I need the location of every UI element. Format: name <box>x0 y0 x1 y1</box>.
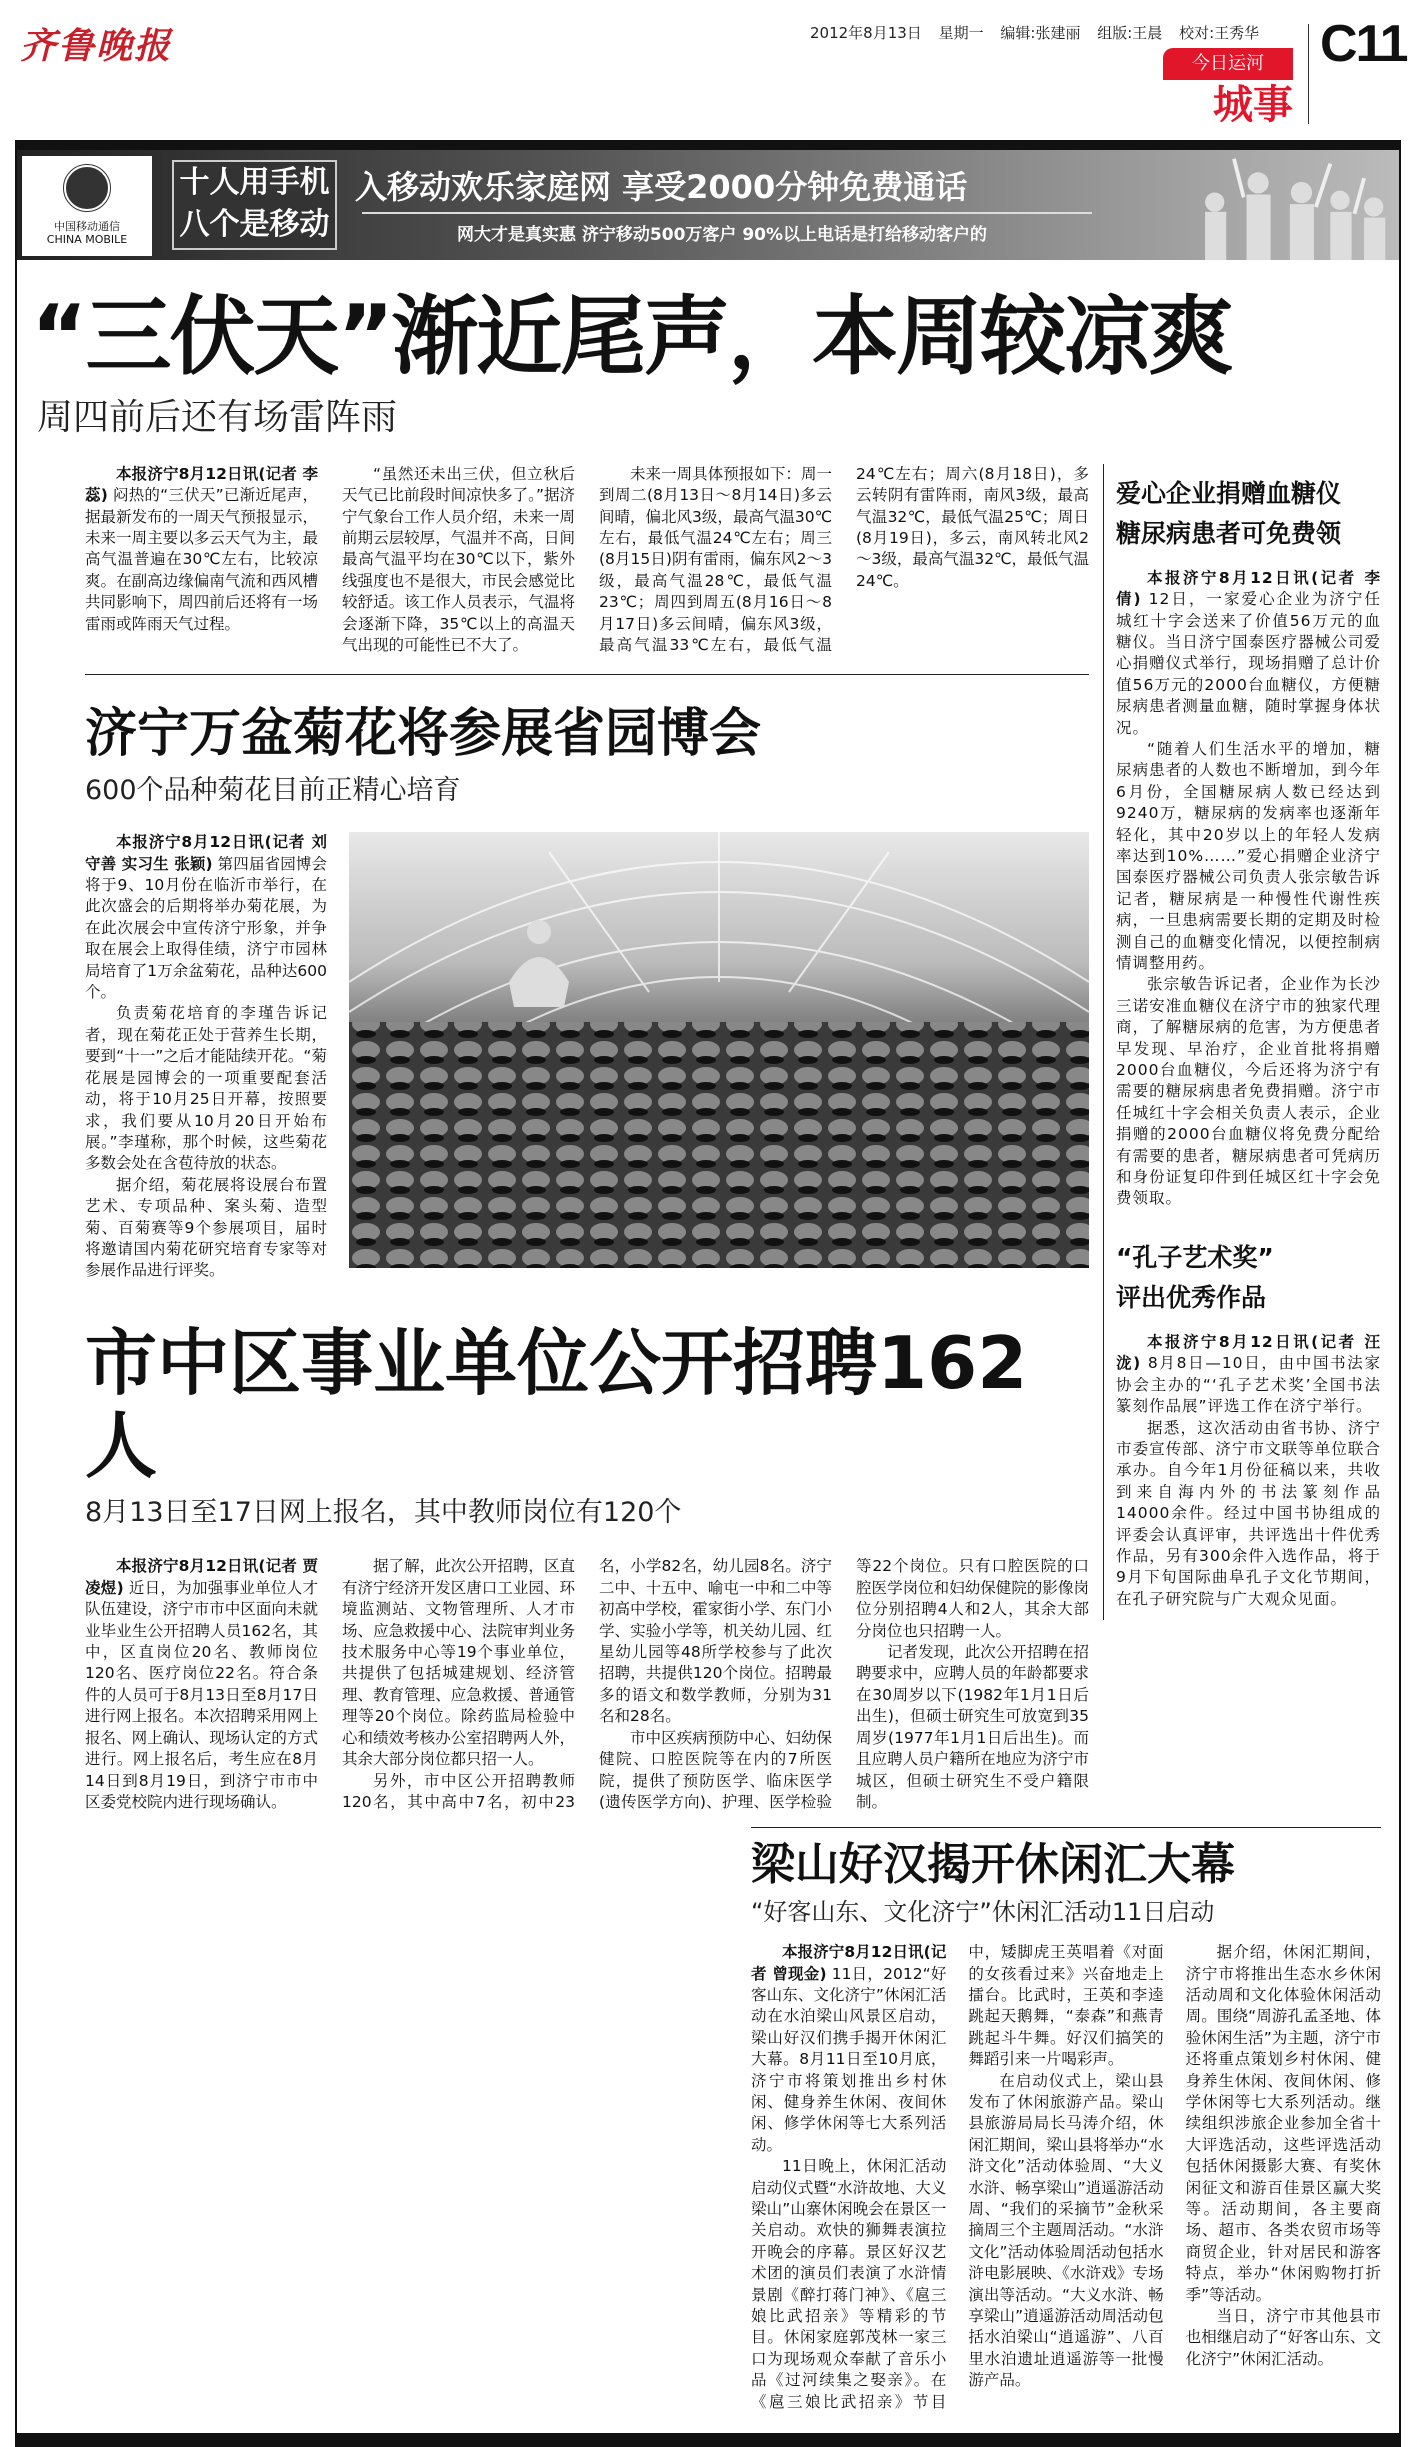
sidebar1-headline-line-1: 爱心企业捐赠血糖仪 <box>1116 478 1342 508</box>
article3-paragraph: 记者发现，此次公开招聘在招聘要求中，应聘人员的年龄都要求在30周岁以下(1982年1月1日后出生)，但硕士研究生可放宽到35周岁(1977年1月1日后出生)。而且应聘人员户籍所在地应为济宁市城区，但硕士研究生不受户籍限制。 <box>856 1643 1089 1811</box>
page-meta <box>810 22 1300 43</box>
main-column <box>31 464 1103 1814</box>
page-number: C11 <box>1320 15 1407 73</box>
china-mobile-ad-banner <box>17 142 1399 260</box>
china-mobile-logo <box>22 156 152 256</box>
china-mobile-logo-icon <box>61 162 113 214</box>
layout-editor: 组版:王晨 <box>1097 24 1163 42</box>
article4-paragraph: 在启动仪式上，梁山县发布了休闲旅游产品。梁山县旅游局局长马涛介绍，休闲汇期间，梁山县将举办“水浒文化”活动体验周、“大义水浒、畅享梁山”逍遥游活动周、“我们的采摘节”金秋采摘周三个主题周活动。“水浒文化”活动体验周活动包括水浒电影展映、《水浒戏》专场演出等活动。“大义水浒、畅享梁山”逍遥游活动周活动包括水泊梁山“逍遥游”、八百里水泊遗址逍遥游等一批慢游产品。 <box>968 2071 1164 2390</box>
sidebar2-headline-line-1: “孔子艺术奖” <box>1116 1242 1274 1272</box>
sidebar2-paragraph: 据悉，这次活动由省书协、济宁市委宣传部、济宁市文联等单位联合承办。自今年1月份征稿以来，共收到来自海内外的书法篆刻作品14000余件。经过中国书协组成的评委会认真评审，共评选出十件优秀作品，另有300余件入选作品，将于9月下旬国际曲阜孔子文化节期间，在孔子研究院与广大观众见面。 <box>1116 1418 1381 1608</box>
article2-paragraph: 据介绍，菊花展将设展台布置艺术、专项品种、案头菊、造型菊、百菊赛等9个参展项目，届时将邀请国内菊花研究培育专家等对参展作品进行评奖。 <box>85 1175 327 1280</box>
ad-sub-text: 网大才是真实惠 济宁移动500万客户 90%以上电话是打给移动客户的 <box>457 225 988 245</box>
sidebar1-lede: 本报济宁8月12日讯(记者 李倩) <box>1116 568 1381 609</box>
article4-headline: 梁山好汉揭开休闲汇大幕 <box>751 1839 1235 1891</box>
sidebar1-body <box>1116 568 1381 1210</box>
article3-paragraph: 据了解，此次公开招聘，区直有济宁经济开发区唐口工业园、环境监测站、文物管理所、人才市场、应急救援中心、法院审判业务技术服务中心等19个事业单位，共提供了包括城建规划、经济管理、教育管理、应急救援、普通管理等20个岗位。除药监局检验中心和绩效考核办公室招聘两人外，其余大部分岗位都只招一人。 <box>342 1557 575 1769</box>
article1-headline: “三伏天”渐近尾声，本周较凉爽 <box>31 287 1233 387</box>
article2-row <box>85 832 1089 1282</box>
newspaper-masthead-logo: 齐鲁晚报 <box>20 25 173 67</box>
article2-paragraph: 负责菊花培育的李瑾告诉记者，现在菊花正处于营养生长期，要到“十一”之后才能陆续开花。“菊花展是园博会的一项重要配套活动，将于10月25日开幕，按照要求，我们要从10月20日开始布展。”李瑾称，那个时候，这些菊花多数会处在含苞待放的状态。 <box>85 1004 327 1173</box>
section-tab: 今日运河 <box>1163 48 1293 80</box>
sidebar2-paragraph: 8月8日—10日，由中国书法家协会主办的“‘孔子艺术奖’全国书法篆刻作品展”评选工作在济宁举行。 <box>1116 1354 1381 1416</box>
article4-body <box>751 1942 1381 2413</box>
ad-slogan-line-1: 十人用手机 <box>179 165 330 200</box>
sidebar2-body <box>1116 1332 1381 1610</box>
article2-lede: 本报济宁8月12日讯(记者 刘守善 实习生 张颖) <box>85 833 327 873</box>
article4-paragraph: 11日，2012“好客山东、文化济宁”休闲汇活动在水泊梁山风景区启动，梁山好汉们携手揭开休闲汇大幕。8月11日至10月底，济宁市将策划推出乡村休闲、健身养生休闲、夜间休闲、修学休闲等七大系列活动。 <box>751 1964 947 2154</box>
sidebar1-paragraph: “随着人们生活水平的增加，糖尿病患者的人数也不断增加，到今年6月份，全国糖尿病人数已经达到9240万，糖尿病的发病率也逐渐年轻化，其中20岁以上的年轻人发病率达到10%……”爱心捐赠企业济宁国泰医疗器械公司负责人张宗敏告诉记者，糖尿病是一种慢性代谢性疾病，一旦患病需要长期的定期及时检测自己的血糖变化情况，以便控制病情调整用药。 <box>1116 739 1381 972</box>
article1-lede: 本报济宁8月12日讯(记者 李蕊) <box>85 464 318 505</box>
article3-lede: 本报济宁8月12日讯(记者 贾凌煜) <box>85 1557 318 1597</box>
sidebar1-headline <box>1116 474 1381 554</box>
article2-body <box>85 832 327 1282</box>
article2-subhead: 600个品种菊花目前正精心培育 <box>85 775 461 807</box>
article2-headline: 济宁万盆菊花将参展省园博会 <box>85 704 762 765</box>
article3-body <box>85 1556 1089 1813</box>
chrysanthemum-greenhouse-photo <box>349 832 1089 1268</box>
brand-en: CHINA MOBILE <box>46 233 128 246</box>
article4-paragraph: 当日，济宁市其他县市也相继启动了“好客山东、文化济宁”休闲汇活动。 <box>1185 2307 1381 2368</box>
divider <box>85 674 1089 675</box>
sidebar1-paragraph: 12日，一家爱心企业为济宁任城红十字会送来了价值56万元的血糖仪。当日济宁国泰医疗器械公司爱心捐赠仪式举行，现场捐赠了总计价值56万元的2000台血糖仪，方便糖尿病患者测量血糖，随时掌握身体状况。 <box>1116 590 1381 737</box>
ad-rule <box>362 212 1092 214</box>
weekday: 星期一 <box>938 24 984 42</box>
article1-paragraph: 未来一周具体预报如下：周一到周二(8月13日～8月14日)多云间晴，偏北风3级，最高气温30℃左右，最低气温24℃左右；周三(8月15日)阴有雷雨，偏东风2～3级，最高气温28℃，最低气温23℃；周四到周五(8月16日～8月17日)多云间晴，偏东风3级，最高气温33℃左右，最低气温24℃左右；周六(8月18日)，多云转阴有雷阵雨，南风3级，最高气温32℃，最低气温25℃；周日(8月19日)，多云，南风转北风2～3级，最高气温32℃，最低气温24℃。 <box>599 464 1089 654</box>
article3-paragraph: 另外，市中区公开招聘教师120名，其中高中7名，初中23名，小学82名，幼儿园8名。济宁二中、十五中、喻屯一中和二中等初高中学校，霍家街小学、东门小学、实验小学等，机关幼儿园、红星幼儿园等48所学校参与了此次招聘，共提供120个岗位。招聘最多的语文和数学教师，分别为31名和28名。 <box>342 1557 832 1811</box>
sidebar1-paragraph: 张宗敏告诉记者，企业作为长沙三诺安准血糖仪在济宁市的独家代理商，了解糖尿病的危害，为方便患者早发现、早治疗，企业首批将捐赠2000台血糖仪，今后还将为济宁有需要的糖尿病患者免费捐赠。济宁市任城红十字会相关负责人表示，企业捐赠的2000台血糖仪将免费分配给有需要的患者，糖尿病患者可凭病历和身份证复印件到任城区红十字会免费领取。 <box>1116 975 1381 1208</box>
page-frame <box>15 140 1401 2447</box>
article2-paragraph: 第四届省园博会将于9、10月份在临沂市举行，在此次盛会的后期将举办菊花展，为在此次展会中宣传济宁形象，并争取在展会上取得佳绩，济宁市园林局培育了1万余盆菊花，品种达600个。 <box>85 854 327 1002</box>
issue-date: 2012年8月13日 <box>810 24 922 42</box>
sidebar2-headline-line-2: 评出优秀作品 <box>1116 1282 1267 1312</box>
right-sidebar <box>1103 464 1381 1620</box>
article3-subhead: 8月13日至17日网上报名，其中教师岗位有120个 <box>85 1497 682 1529</box>
article1-body <box>85 464 1089 657</box>
article4-lede: 本报济宁8月12日讯(记者 曾现金) <box>751 1943 947 1983</box>
sidebar2-headline <box>1116 1238 1381 1318</box>
sidebar1-headline-line-2: 糖尿病患者可免费领 <box>1116 518 1342 548</box>
section-name: 城事 <box>1213 82 1293 128</box>
article3-paragraph: 近日，为加强事业单位人才队伍建设，济宁市市中区面向未就业毕业生公开招聘人员162名，其中，区直岗位20名、教师岗位120名、医疗岗位22名。符合条件的人员可于8月13日至8月17日进行网上报名。本次招聘采用网上报名、网上确认、现场认定的方式进行。网上报名后，考生应在8月14日到8月19日，到济宁市市中区委党校院内进行现场确认。 <box>85 1578 318 1811</box>
page-content <box>17 260 1399 2433</box>
sidebar2-lede: 本报济宁8月12日讯(记者 汪泷) <box>1116 1332 1381 1373</box>
divider <box>751 1827 1381 1828</box>
article4-paragraph: 11日晚上，休闲汇活动启动仪式暨“水浒故地、大义梁山”山寨休闲晚会在景区一关启动。欢快的狮舞表演拉开晚会的序幕。景区好汉艺术团的演员们表演了水浒情景剧《醉打蒋门神》、《扈三娘比武招亲》等精彩的节目。休闲家庭郭茂林一家三口为现场观众奉献了音乐小品《过河续集之娶亲》。在《扈三娘比武招亲》节目中，矮脚虎王英唱着《对面的女孩看过来》兴奋地走上擂台。比武时，王英和李逵跳起天鹅舞，“泰森”和燕青跳起斗牛舞。好汉们搞笑的舞蹈引来一片喝彩声。 <box>751 1943 1164 2411</box>
ad-main-text: 入移动欢乐家庭网 享受2000分钟免费通话 <box>355 168 968 206</box>
ad-slogan-line-2: 八个是移动 <box>179 207 330 242</box>
article4-subhead: “好客山东、文化济宁”休闲汇活动11日启动 <box>751 1897 1215 1926</box>
article1-paragraph: “虽然还未出三伏，但立秋后天气已比前段时间凉快多了。”据济宁气象台工作人员介绍，未来一周前期云层较厚，气温并不高，日间最高气温平均在30℃以下，紫外线强度也不是很大，市民会感觉比较舒适。该工作人员表示，气温将会逐渐下降，35℃以上的高温天气出现的可能性已不大了。 <box>342 464 575 654</box>
article1-subhead: 周四前后还有场雷阵雨 <box>37 396 398 438</box>
ad-people-photo <box>1182 154 1392 260</box>
main-row <box>31 464 1389 1814</box>
ad-slogan <box>172 160 337 250</box>
article3-headline: 市中区事业单位公开招聘162人 <box>85 1320 1028 1488</box>
proofreader: 校对:王秀华 <box>1179 24 1260 42</box>
editor: 编辑:张建丽 <box>1000 24 1081 42</box>
article3-paragraph: 市中区疾病预防中心、妇幼保健院、口腔医院等在内的7所医院，提供了预防医学、临床医学(遗传医学方向)、护理、医学检验等22个岗位。只有口腔医院的口腔医学岗位和妇幼保健院的影像岗位分别招聘4人和2人，其余大部分岗位也只招聘一人。 <box>599 1557 1089 1811</box>
article4-paragraph: 据介绍，休闲汇期间，济宁市将推出生态水乡休闲活动周和文化体验休闲活动周。围绕“周游孔孟圣地、体验休闲生活”为主题，济宁市还将重点策划乡村休闲、健身养生休闲、夜间休闲、修学休闲等七大系列活动。继续组织涉旅企业参加全省十大评选活动，这些评选活动包括休闲摄影大赛、有奖休闲征文和游百佳景区赢大奖等。活动期间，各主要商场、超市、各类农贸市场等商贸企业，针对居民和游客特点，举办“休闲购物打折季”等活动。 <box>1185 1943 1381 2304</box>
header-divider <box>1308 24 1309 124</box>
article4 <box>751 1827 1381 2413</box>
article1-paragraph: 闷热的“三伏天”已渐近尾声，据最新发布的一周天气预报显示，未来一周主要以多云天气为主，最高气温普遍在30℃左右，比较凉爽。在副高边缘偏南气流和西风槽共同影响下，周四前后还将有一场雷雨或阵雨天气过程。 <box>85 486 318 633</box>
brand-cn: 中国移动通信 <box>54 220 120 233</box>
